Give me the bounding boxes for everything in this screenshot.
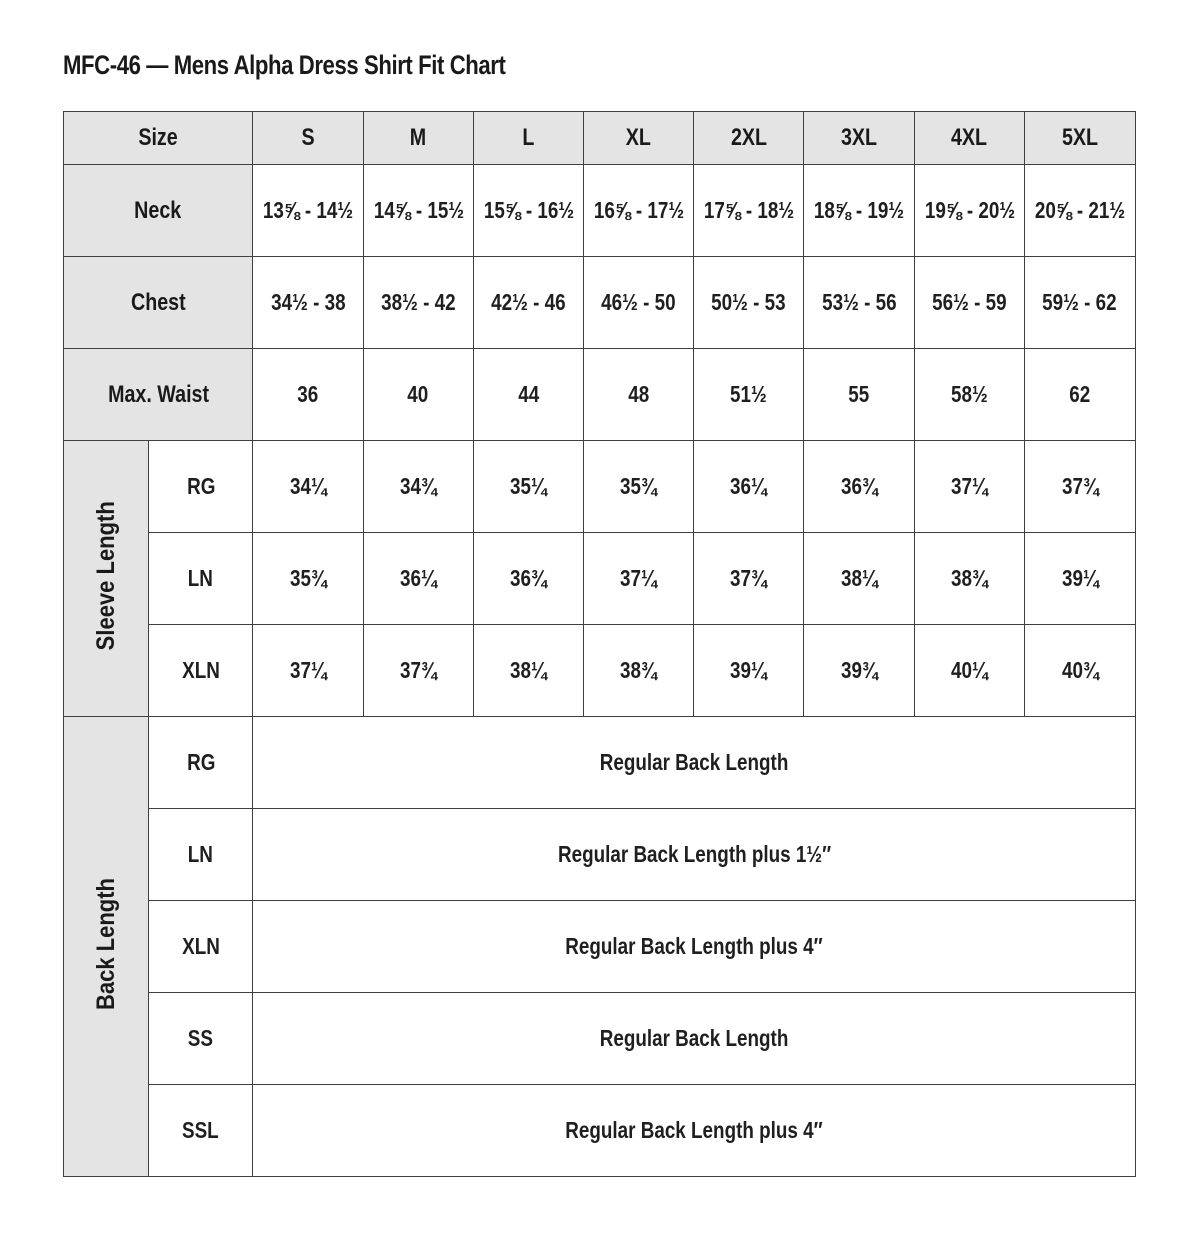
chest-value-cell: 42½ - 46 [473,257,583,349]
chest-row [64,257,1136,349]
chest-value-cell: 53½ - 56 [804,257,914,349]
sleeve-rg-value-cell: 34¼ [253,441,363,533]
neck-value-cell: 20⅝ - 21½ [1024,165,1135,257]
sleeve-ln-value-cell: 37¾ [694,533,804,625]
sleeve-ln-label: LN [149,533,253,625]
sleeve-xln-value-cell: 38¼ [473,625,583,717]
chest-value-cell: 46½ - 50 [583,257,693,349]
neck-value-cell: 16⅝ - 17½ [583,165,693,257]
sleeve-xln-value-cell: 37¼ [253,625,363,717]
sleeve-rg-value-cell: 36¼ [694,441,804,533]
neck-row [64,165,1136,257]
max-waist-value-cell: 51½ [694,349,804,441]
max-waist-value-cell: 48 [583,349,693,441]
sleeve-ln-value-cell: 38¼ [804,533,914,625]
size-col-header-5xl: 5XL [1024,112,1135,165]
back-ssl-value-cell: Regular Back Length plus 4″ [253,1085,1136,1177]
sleeve-rg-label: RG [149,441,253,533]
sleeve-rg-value-cell: 37¾ [1024,441,1135,533]
back-ln-label: LN [149,809,253,901]
back-rg-value-cell: Regular Back Length [253,717,1136,809]
neck-value-cell: 13⅝ - 14½ [253,165,363,257]
sleeve-xln-value-cell: 37¾ [363,625,473,717]
sleeve-rg-value-cell: 35¾ [583,441,693,533]
max-waist-value-cell: 62 [1024,349,1135,441]
chest-value-cell: 59½ - 62 [1024,257,1135,349]
sleeve-rg-row [64,441,1136,533]
sleeve-ln-value-cell: 37¼ [583,533,693,625]
sleeve-xln-value-cell: 38¾ [583,625,693,717]
back-xln-label: XLN [149,901,253,993]
sleeve-ln-value-cell: 35¾ [253,533,363,625]
header-row [64,112,1136,165]
sleeve-ln-value-cell: 38¾ [914,533,1024,625]
sleeve-xln-value-cell: 39¾ [804,625,914,717]
neck-row-label: Neck [64,165,253,257]
max-waist-row-label: Max. Waist [64,349,253,441]
back-ssl-row [64,1085,1136,1177]
sleeve-ln-row [64,533,1136,625]
size-col-header-l: L [473,112,583,165]
back-ss-label: SS [149,993,253,1085]
size-header-label: Size [138,124,178,151]
size-col-header-4xl: 4XL [914,112,1024,165]
max-waist-value-cell: 55 [804,349,914,441]
back-length-section-label: Back Length [64,717,149,1177]
sleeve-ln-value-cell: 36¼ [363,533,473,625]
fit-chart-table [63,111,1136,1177]
max-waist-value-cell: 58½ [914,349,1024,441]
neck-value-cell: 19⅝ - 20½ [914,165,1024,257]
size-header-cell [64,112,253,165]
back-ss-value-cell: Regular Back Length [253,993,1136,1085]
sleeve-rg-value-cell: 35¼ [473,441,583,533]
chest-value-cell: 50½ - 53 [694,257,804,349]
chest-value-cell: 38½ - 42 [363,257,473,349]
sleeve-xln-value-cell: 40¾ [1024,625,1135,717]
sleeve-ln-value-cell: 36¾ [473,533,583,625]
max-waist-value-cell: 40 [363,349,473,441]
sleeve-xln-label: XLN [149,625,253,717]
sleeve-ln-value-cell: 39¼ [1024,533,1135,625]
max-waist-row [64,349,1136,441]
neck-value-cell: 14⅝ - 15½ [363,165,473,257]
max-waist-value-cell: 44 [473,349,583,441]
size-col-header-s: S [253,112,363,165]
back-ssl-label: SSL [149,1085,253,1177]
chest-row-label: Chest [64,257,253,349]
sleeve-rg-value-cell: 34¾ [363,441,473,533]
back-xln-row [64,901,1136,993]
max-waist-value-cell: 36 [253,349,363,441]
size-col-header-3xl: 3XL [804,112,914,165]
size-col-header-2xl: 2XL [694,112,804,165]
neck-value-cell: 15⅝ - 16½ [473,165,583,257]
page-title-text: MFC-46 — Mens Alpha Dress Shirt Fit Chart [63,50,506,80]
chest-value-cell: 56½ - 59 [914,257,1024,349]
size-col-header-m: M [363,112,473,165]
back-ln-row [64,809,1136,901]
sleeve-xln-row [64,625,1136,717]
back-ln-value-cell: Regular Back Length plus 1½″ [253,809,1136,901]
sleeve-rg-value-cell: 37¼ [914,441,1024,533]
back-rg-row [64,717,1136,809]
page-title [63,50,1140,81]
chest-value-cell: 34½ - 38 [253,257,363,349]
sleeve-xln-value-cell: 39¼ [694,625,804,717]
back-xln-value-cell: Regular Back Length plus 4″ [253,901,1136,993]
neck-value-cell: 17⅝ - 18½ [694,165,804,257]
back-rg-label: RG [149,717,253,809]
sleeve-xln-value-cell: 40¼ [914,625,1024,717]
neck-value-cell: 18⅝ - 19½ [804,165,914,257]
size-col-header-xl: XL [583,112,693,165]
sleeve-length-section-label: Sleeve Length [64,441,149,717]
back-ss-row [64,993,1136,1085]
sleeve-rg-value-cell: 36¾ [804,441,914,533]
